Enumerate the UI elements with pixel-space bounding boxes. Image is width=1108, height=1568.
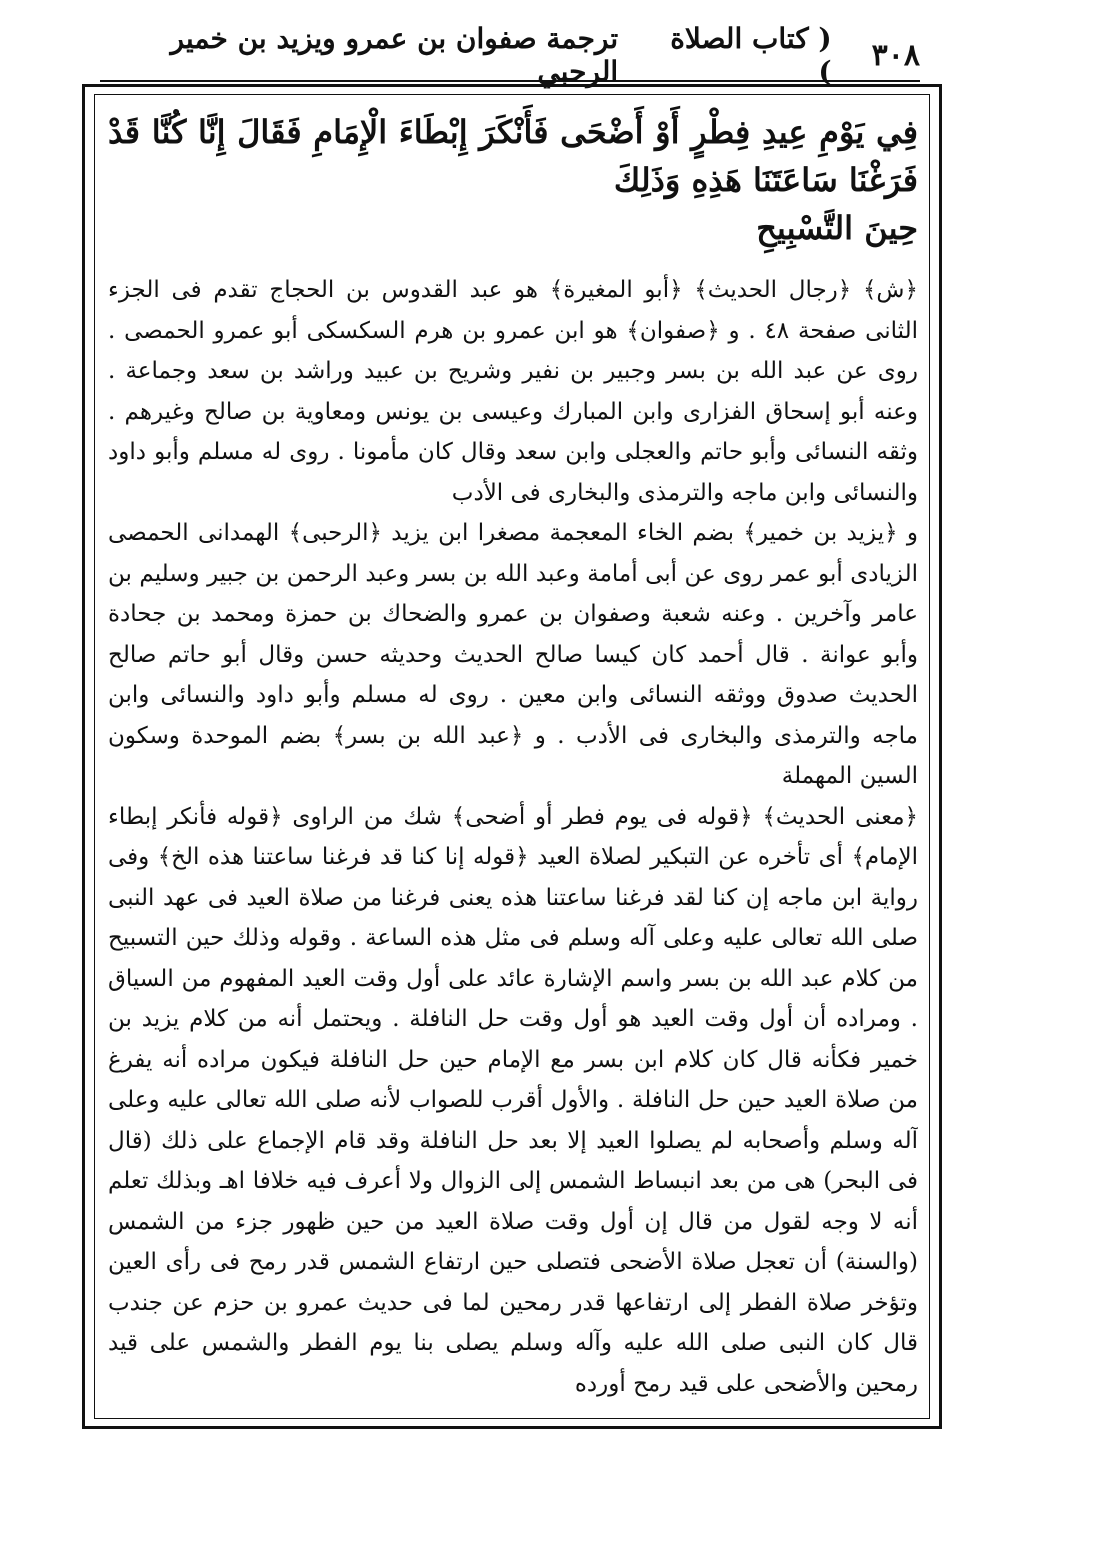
book-title: ( كتاب الصلاة )	[670, 22, 832, 88]
commentary-paragraph-meaning: ﴿معنى الحديث﴾ ﴿قوله فى يوم فطر أو أضحى﴾ شك من الراوى ﴿قوله فأنكر إبطاء الإمام﴾ أى تأخره عن التبكير لصلاة العيد ﴿قوله إنا كنا قد فرغنا ساعتنا هذه الخ﴾ وفى رواية ابن ماجه إن كنا لقد فرغنا ساعتنا هذه يعنى فرغنا من صلاة العيد فى عهد النبى صلى الله تعالى عليه وعلى آله وسلم فى مثل هذه الساعة . وقوله وذلك حين التسبيح من كلام عبد الله بن بسر واسم الإشارة عائد على أول وقت العيد المفهوم من السياق . ومراده أن أول وقت العيد هو أول وقت حل النافلة . ويحتمل أنه من كلام يزيد بن خمير فكأنه قال كان كلام ابن بسر مع الإمام حين حل النافلة فيكون مراده أنه يفرغ من صلاة العيد حين حل النافلة . والأول أقرب للصواب لأنه صلى الله تعالى عليه وعلى آله وسلم وأصحابه لم يصلوا العيد إلا بعد حل النافلة وقد قام الإجماع على ذلك (قال فى البحر) هى من بعد انبساط الشمس إلى الزوال ولا أعرف فيه خلافا اهـ وبذلك تعلم أنه لا وجه لقول من قال إن أول وقت صلاة العيد من حين ظهور جزء من الشمس (والسنة) أن تعجل صلاة الأضحى فتصلى حين ارتفاع الشمس قدر رمح فى رأى العين وتؤخر صلاة الفطر إلى ارتفاعها قدر رمحين لما فى حديث عمرو بن حزم عن جندب قال كان النبى صلى الله عليه وآله وسلم يصلى بنا يوم الفطر والشمس على قيد رمحين والأضحى على قيد رمح أورده	[108, 803, 918, 1397]
hadith-line: فِي يَوْمِ عِيدِ فِطْرٍ أَوْ أَضْحَى فَأَنْكَرَ إِبْطَاءَ الْإِمَامِ فَقَالَ إِنَّا كُنَّا قَدْ فَرَغْنَا سَاعَتَنَا هَذِهِ وَذَلِكَ	[108, 113, 918, 199]
commentary	[108, 270, 918, 1404]
commentary-paragraph-narrators-2: و ﴿يزيد بن خمير﴾ بضم الخاء المعجمة مصغرا ابن يزيد ﴿الرحبى﴾ الهمدانى الحمصى الزيادى أبو عمر روى عن أبى أمامة وعبد الله بن بسر وعبد الرحمن بن جبير وسليم بن عامر وآخرين . وعنه شعبة وصفوان بن عمرو والضحاك بن حمزة ومحمد بن جحادة وأبو عوانة . قال أحمد كان كيسا صالح الحديث وحديثه حسن وقال أبو حاتم صالح الحديث صدوق ووثقه النسائى وابن معين . روى له مسلم وأبو داود والنسائى وابن ماجه والترمذى والبخارى فى الأدب . و ﴿عبد الله بن بسر﴾ بضم الموحدة وسكون السين المهملة	[108, 520, 918, 789]
page-content	[108, 100, 918, 1420]
page-number: ٣٠٨	[871, 37, 920, 73]
hadith-line: حِينَ التَّسْبِيحِ	[756, 209, 918, 247]
running-title: ترجمة صفوان بن عمرو ويزيد بن خمير الرحبي	[170, 22, 619, 88]
hadith-text	[108, 108, 918, 252]
page-header	[100, 22, 920, 88]
commentary-paragraph-narrators: ﴿ش﴾ ﴿رجال الحديث﴾ ﴿أبو المغيرة﴾ هو عبد القدوس بن الحجاج تقدم فى الجزء الثانى صفحة ٤٨ . و ﴿صفوان﴾ هو ابن عمرو بن هرم السكسكى أبو عمرو الحمصى . روى عن عبد الله بن بسر وجبير بن نفير وشريح بن عبيد وراشد بن سعد وجماعة . وعنه أبو إسحاق الفزارى وابن المبارك وعيسى بن يونس ومعاوية بن صالح وغيرهم . وثقه النسائى وأبو حاتم والعجلى وابن سعد وقال كان مأمونا . روى له مسلم وأبو داود والنسائى وابن ماجه والترمذى والبخارى فى الأدب	[108, 277, 918, 506]
